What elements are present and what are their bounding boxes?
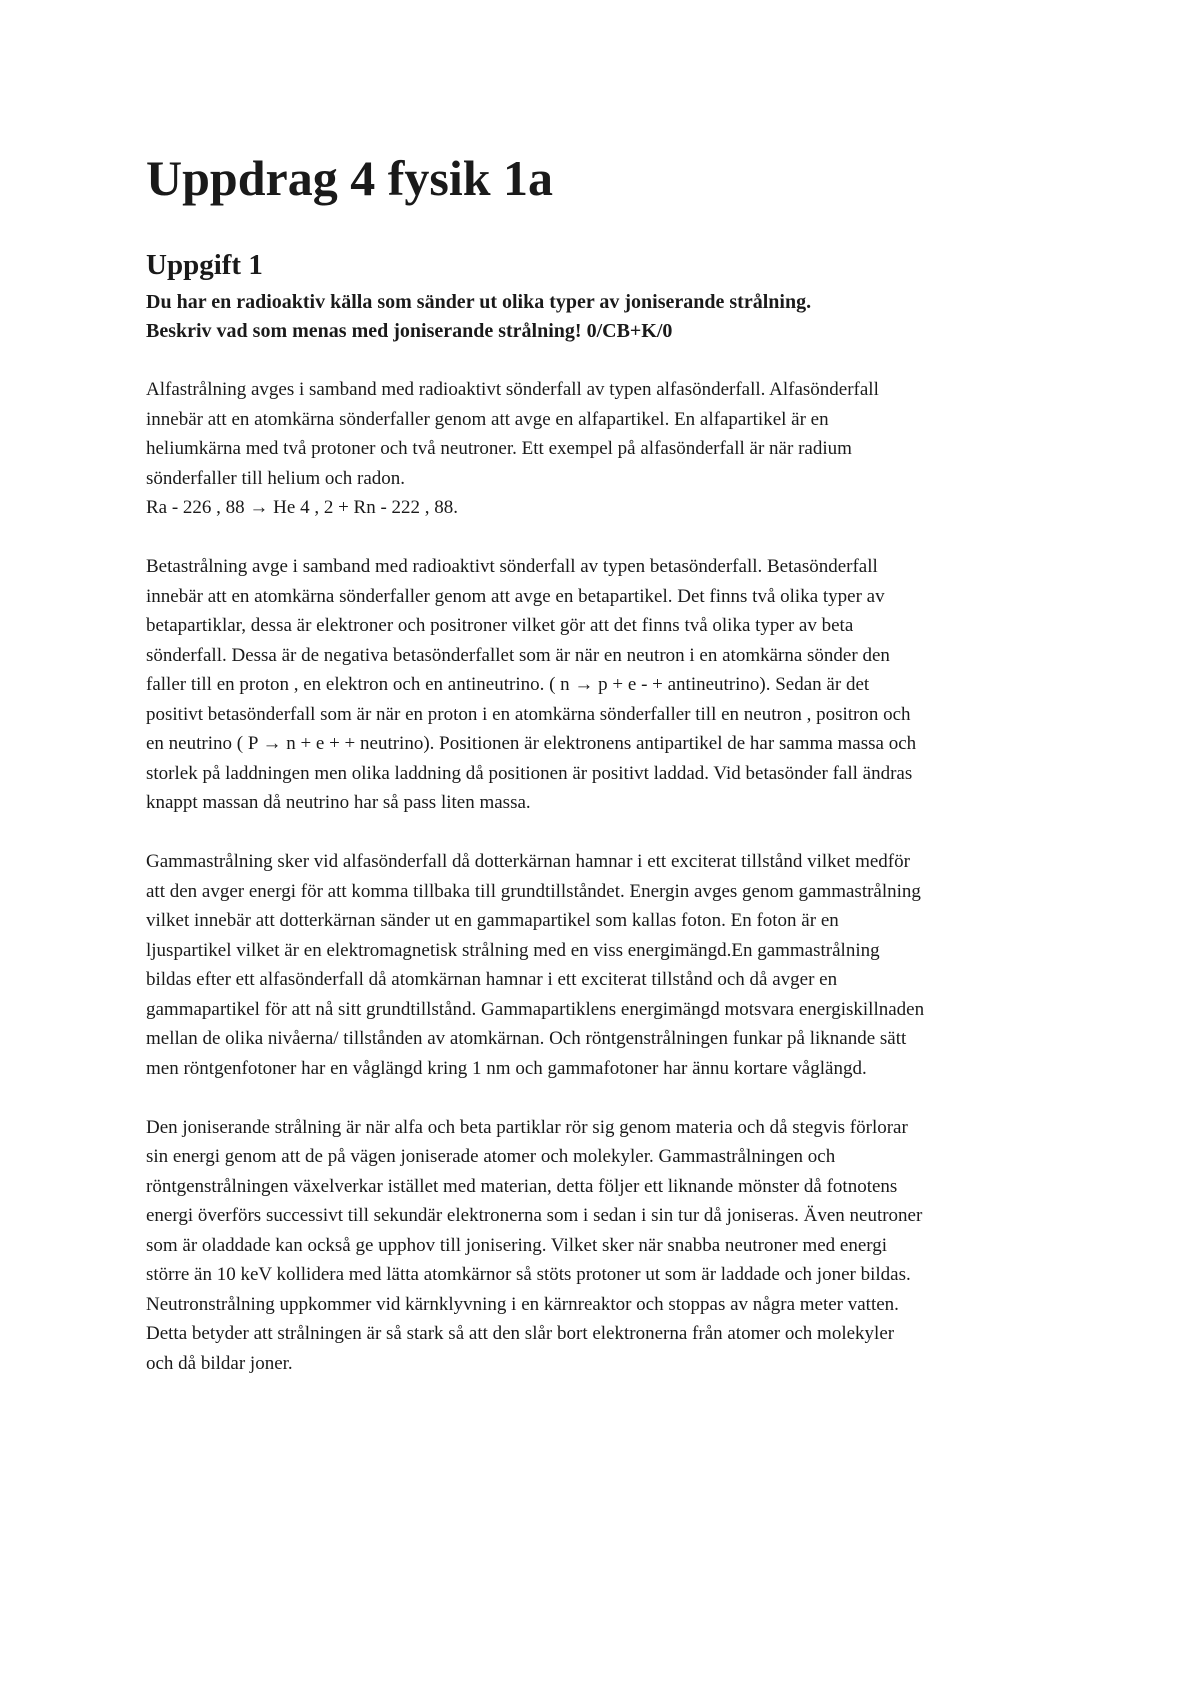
text-line: en neutrino ( P → n + e + + neutrino). Positionen är elektronens antipartikel de har samma massa och: [146, 733, 917, 755]
text-line: Den joniserande strålning är när alfa och beta partiklar rör sig genom materia och då stegvis förlorar: [146, 1116, 908, 1138]
question-line: Du har en radioaktiv källa som sänder ut olika typer av joniserande strålning.: [146, 291, 812, 314]
text-line: gammapartikel för att nå sitt grundtillstånd. Gammapartiklens energimängd motsvara energiskillnaden: [146, 998, 925, 1020]
paragraph-alpha: [146, 375, 1066, 523]
text-line: knappt massan då neutrino har så pass liten massa.: [146, 792, 531, 814]
text-line: Betastrålning avge i samband med radioaktivt sönderfall av typen betasönderfall. Betasönderfall: [146, 556, 878, 578]
text-line: mellan de olika nivåerna/ tillstånden av atomkärnan. Och röntgenstrålningen funkar på liknande sätt: [146, 1028, 907, 1050]
document-page: [146, 150, 1066, 1408]
text-line: innebär att en atomkärna sönderfaller genom att avge en betapartikel. Det finns två olika typer av: [146, 585, 885, 607]
text-line: sönderfaller till helium och radon.: [146, 467, 406, 489]
question-line: Beskriv vad som menas med joniserande strålning! 0/CB+K/0: [146, 320, 673, 343]
paragraph-ionizing: [146, 1113, 1066, 1379]
text-line: Detta betyder att strålningen är så stark så att den slår bort elektronerna från atomer och molekyler: [146, 1323, 895, 1345]
paragraph-beta: [146, 552, 1066, 818]
text-line: att den avger energi för att komma tillbaka till grundtillståndet. Energin avges genom gammastrålning: [146, 880, 921, 902]
text-line: Gammastrålning sker vid alfasönderfall då dotterkärnan hamnar i ett exciterat tillstånd vilket medför: [146, 851, 910, 873]
section-uppgift-1: [146, 248, 1066, 1379]
text-line: ljuspartikel vilket är en elektromagnetisk strålning med en viss energimängd.En gammastrålning: [146, 939, 880, 961]
text-line: sin energi genom att de på vägen joniserade atomer och molekyler. Gammastrålningen och: [146, 1146, 836, 1168]
text-line: men röntgenfotoner har en våglängd kring 1 nm och gammafotoner har ännu kortare våglängd.: [146, 1057, 867, 1079]
text-line: Neutronstrålning uppkommer vid kärnklyvning i en kärnreaktor och stoppas av några meter vatten.: [146, 1293, 899, 1315]
text-line: sönderfall. Dessa är de negativa betasönderfallet som är när en neutron i en atomkärna sönder den: [146, 644, 890, 666]
text-line: faller till en proton , en elektron och en antineutrino. ( n → p + e - + antineutrino). Sedan är det: [146, 674, 870, 696]
text-line: större än 10 keV kollidera med lätta atomkärnor så stöts protoner ut som är laddade och joner bildas.: [146, 1264, 911, 1286]
text-line: betapartiklar, dessa är elektroner och positroner vilket gör att det finns två olika typer av beta: [146, 615, 854, 637]
question-text: [146, 288, 1066, 346]
text-line: röntgenstrålningen växelverkar istället med materian, detta följer ett liknande mönster då fotnotens: [146, 1175, 898, 1197]
text-line: heliumkärna med två protoner och två neutroner. Ett exempel på alfasönderfall är när radium: [146, 438, 852, 460]
text-line: som är oladdade kan också ge upphov till jonisering. Vilket sker när snabba neutroner med energi: [146, 1234, 888, 1256]
text-line: vilket innebär att dotterkärnan sänder ut en gammapartikel som kallas foton. En foton är en: [146, 910, 839, 932]
text-line: innebär att en atomkärna sönderfaller genom att avge en alfapartikel. En alfapartikel är en: [146, 408, 829, 430]
equation-line: Ra - 226 , 88 → He 4 , 2 + Rn - 222 , 88.: [146, 497, 459, 519]
paragraph-gamma: [146, 847, 1066, 1083]
answer-body: [146, 375, 1066, 1378]
section-heading: Uppgift 1: [146, 248, 263, 281]
text-line: och då bildar joner.: [146, 1352, 293, 1374]
text-line: storlek på laddningen men olika laddning då positionen är positivt laddad. Vid betasönder fall ändras: [146, 762, 913, 784]
document-title: Uppdrag 4 fysik 1a: [146, 150, 554, 206]
text-line: energi överförs successivt till sekundär elektronerna som i sedan i sin tur då joniseras. Även neutroner: [146, 1205, 923, 1227]
text-line: bildas efter ett alfasönderfall då atomkärnan hamnar i ett exciterat tillstånd och då avger en: [146, 969, 838, 991]
text-line: positivt betasönderfall som är när en proton i en atomkärna sönderfaller till en neutron , positron och: [146, 703, 911, 725]
text-line: Alfastrålning avges i samband med radioaktivt sönderfall av typen alfasönderfall. Alfasönderfall: [146, 379, 879, 401]
